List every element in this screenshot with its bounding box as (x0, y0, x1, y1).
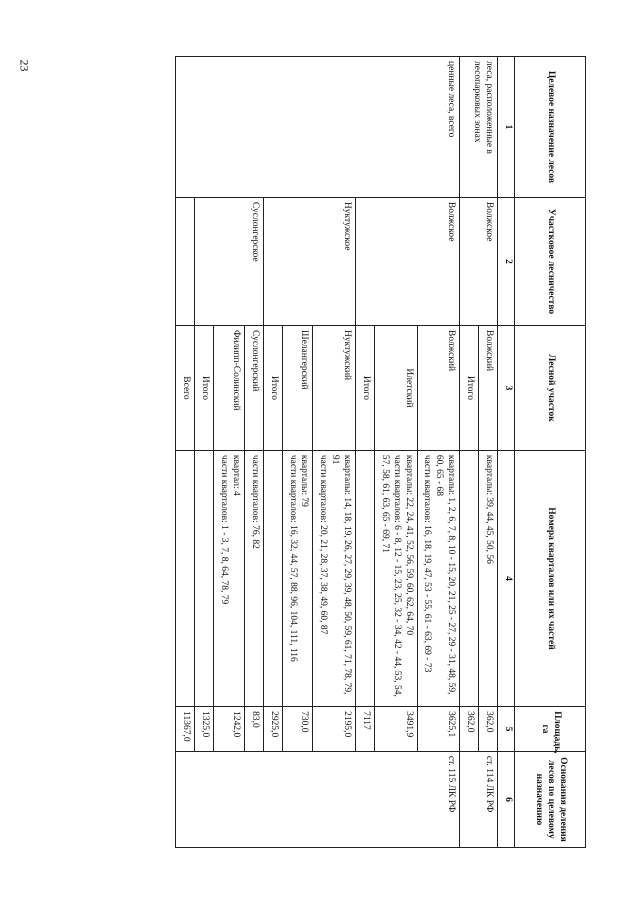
header-quarters: Номера кварталов или их частей (515, 450, 586, 706)
header-row (515, 57, 586, 848)
quarters-cell: кварталы: 14, 18, 19, 26, 27, 29, 39, 48, 50, 59, 61, 71, 78, 79, 91 части кварталов: 20, 21, 28, 37, 38, 49, 60, 87 (313, 450, 356, 706)
area-cell: 1325,0 (195, 707, 214, 752)
plot-cell: Итого (460, 326, 479, 451)
header-forestry: Участковое лесничество (515, 197, 586, 325)
quarters-cell: кварталы: 1, 2, 6, 7, 8, 10 - 15, 20, 21, 25 - 27, 29 - 31, 48, 59, 60, 65 - 68 части кварталов: 16, 18, 19, 47, 53 - 55, 61 - 63, 69 - 73 (417, 450, 460, 706)
quarters-cell (263, 450, 282, 706)
quarters-cell (460, 450, 479, 706)
table-row (479, 57, 498, 848)
area-cell: 11367,0 (176, 707, 195, 752)
table-wrapper (92, 56, 586, 848)
forest-purpose-table (176, 56, 587, 848)
header-plot: Лесной участок (515, 326, 586, 451)
table-row (417, 57, 460, 848)
plot-cell: Филипп-Солинский (214, 326, 245, 451)
area-cell: 1242,0 (214, 707, 245, 752)
basis-cell: ст. 115 ЛК РФ (176, 751, 460, 847)
area-cell: 7117 (356, 707, 375, 752)
plot-cell: Итого (356, 326, 375, 451)
forestry-cell: Нуктужское (263, 197, 355, 325)
quarters-cell (176, 450, 195, 706)
plot-cell: Нуктужский (313, 326, 356, 451)
plot-cell: Суслонгерский (245, 326, 264, 451)
quarters-cell: кварталы: 22, 24, 41, 52, 56, 59, 60, 62, 64, 70 части кварталов: 6 - 8, 12 - 15, 23, 25, 32 - 34, 42 - 44, 53, 54, 57, 58, 61, 63, 65 - 69, 71 (375, 450, 418, 706)
quarters-cell: части кварталов: 76, 82 (245, 450, 264, 706)
plot-cell: Шелангерский (282, 326, 313, 451)
col-num: 6 (498, 751, 515, 847)
column-number-row (498, 57, 515, 848)
forestry-cell: Волжское (460, 197, 498, 325)
empty-cell (176, 197, 195, 325)
quarters-cell: квартал: 4 части кварталов: 1 - 3, 7, 8, 64, 78, 79 (214, 450, 245, 706)
plot-cell: Илетский (375, 326, 418, 451)
area-cell: 83,0 (245, 707, 264, 752)
plot-cell: Итого (263, 326, 282, 451)
purpose-cell: ценные леса, всего (176, 57, 460, 198)
forestry-cell: Волжское (356, 197, 460, 325)
quarters-cell: кварталы: 39, 44, 45, 50, 56 (479, 450, 498, 706)
rotated-table-area (92, 56, 586, 848)
page-number: 23 (17, 59, 32, 72)
forestry-cell: Суслонгерское (195, 197, 264, 325)
col-num: 4 (498, 450, 515, 706)
header-purpose: Целевое назначение лесов (515, 57, 586, 198)
col-num: 3 (498, 326, 515, 451)
quarters-cell: кварталы: 79 части кварталов: 16, 32, 44, 57, 88, 96, 104, 111, 116 (282, 450, 313, 706)
area-cell: 2195,0 (313, 707, 356, 752)
plot-cell: Итого (195, 326, 214, 451)
col-num: 5 (498, 707, 515, 752)
col-num: 1 (498, 57, 515, 198)
header-basis: Основания деления лесов по целевому назначению (515, 751, 586, 847)
header-area: Площадь, га (515, 707, 586, 752)
basis-cell: ст. 114 ЛК РФ (460, 751, 498, 847)
area-cell: 3625,1 (417, 707, 460, 752)
area-cell: 3491,9 (375, 707, 418, 752)
plot-cell: Волжский (479, 326, 498, 451)
plot-cell: Волжский (417, 326, 460, 451)
quarters-cell (195, 450, 214, 706)
area-cell: 730,0 (282, 707, 313, 752)
area-cell: 362,0 (479, 707, 498, 752)
col-num: 2 (498, 197, 515, 325)
plot-cell: Всего (176, 326, 195, 451)
purpose-cell: леса, расположенные в лесопарковых зонах (460, 57, 498, 198)
area-cell: 362,0 (460, 707, 479, 752)
quarters-cell (356, 450, 375, 706)
area-cell: 2925,0 (263, 707, 282, 752)
